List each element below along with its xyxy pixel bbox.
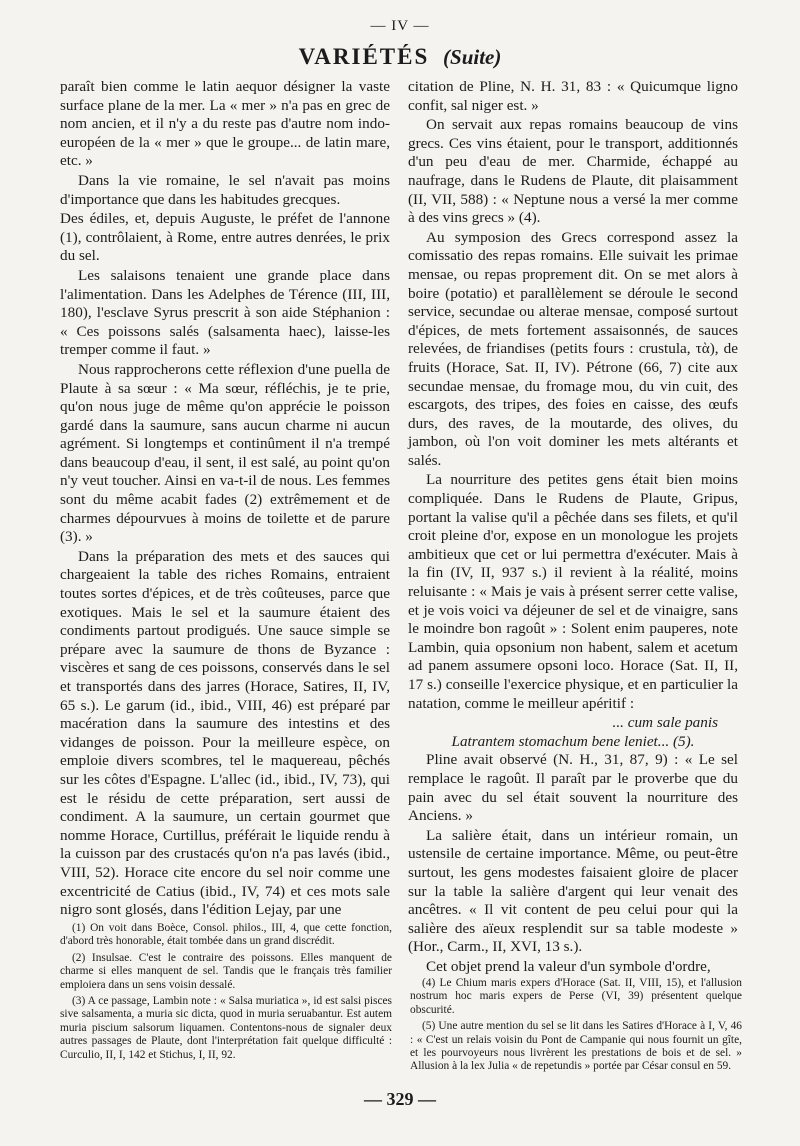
page-number: — 329 — [364,1089,436,1109]
paragraph: Au symposion des Grecs correspond assez la comissatio des repas romains. Elle suivait les primae mensae, ou repas proprement dit. On se met alors à boire (potatio) et parallèlement se déroule le second service, secundae ou alterae mensae, composé surtout d'épices, de mets fortement assaisonnés, de sauces relevées, de friandises (petits fours : crustula, τὰ), de fruits (Horace, Sat. II, IV). Pétrone (66, 7) cite aux secundae mensae, du fromage mou, du vin cuit, des escargots, des tripes, des foies en caisse, des œufs durs, des raves, de la moutarde, des olives, du jambon, où l'on voit dominer les mets altérants et salés. [408,228,738,469]
paragraph: citation de Pline, N. H. 31, 83 : « Quicumque ligno confit, sal niger est. » [408,78,738,114]
paragraph: Nous rapprocherons cette réflexion d'une puella de Plaute à sa sœur : « Ma sœur, réfléchis, je te prie, qu'on nous juge de même qu'on apprécie le poisson gardé dans la saumure, sans aucun charme ni aucun agrément. Si longtemps et continûment il n'a trempé dans beaucoup d'eau, il sent, il est salé, au point qu'on n'y veut toucher. Ainsi en va-t-il de nous. Les femmes sont du même acabit fades (2) extrêmement et de charmes dépourvues à moins de toilette et de parure (3). » [60,360,390,546]
right-column [408,78,738,978]
paragraph: On servait aux repas romains beaucoup de vins grecs. Ces vins étaient, pour le transport, additionnés d'un peu d'eau de mer. Charmide, échappé au naufrage, dans le Rudens de Plaute, dit plaisamment (II, VII, 588) : « Neptune nous a versé la mer comme à des vins grecs » (4). [408,116,738,227]
footnote: (5) Une autre mention du sel se lit dans les Satires d'Horace à I, V, 46 : « C'est un relais voisin du Pont de Campanie qui nous fournit un gîte, et les pourvoyeurs nous livrèrent les prestations de bois et de sel. » Allusion à la lex Julia « de repetundis » portée par César consul en 59. [410,1020,742,1073]
footnotes-left [60,922,392,1065]
title-subtitle: (Suite) [443,45,502,69]
page-title [0,44,800,70]
paragraph: Pline avait observé (N. H., 31, 87, 9) : « Le sel remplace le ragoût. Il paraît par le proverbe que du pain avec du sel était souvent la nourriture des Anciens. » [408,751,738,825]
verse-line: ... cum sale panis [612,714,718,732]
paragraph: Dans la préparation des mets et des sauces qui chargeaient la table des riches Romains, entraient toutes sortes d'épices, et de très coûteuses, parce que exotiques. Mais le sel et la saumure étaient des condiments partout prodigués. Une sauce simple se prépare avec la saumure de thons de Byzance : viscères et sang de ces poissons, conservés dans le sel et transportés dans des jarres (Horace, Satires, II, IV, 65 s.). Le garum (id., ibid., VIII, 46) est préparé par macération dans la saumure des intestins et des vidanges de poisson. Pour la meilleure espèce, on emploie divers scombres, tel le maquereau, pêchés sur les côtes d'Espagne. L'allec (id., ibid., IV, 73), qui est le résidu de cette préparation, sert aussi de condiment. A la saumure, un certain gourmet que nomme Horace, Curtillus, préférait le liquide rendu à la cuisson par des crustacés qu'on n'a pas lavés (ibid., VIII, 52). Horace cite encore du sel noir comme une excentricité de Catius (ibid., IV, 74) et ces mots sale nigro sont glosés, dans l'édition Lejay, par une [60,547,390,919]
left-column [60,78,390,921]
paragraph: Dans la vie romaine, le sel n'avait pas moins d'importance que dans les habitudes grecques. [60,171,390,208]
footnote: (2) Insulsae. C'est le contraire des poissons. Elles manquent de charme si elles manquent de sel. Tandis que le français très familier emploiera dans un sens voisin dessalé. [60,951,392,991]
paragraph: Cet objet prend la valeur d'un symbole d'ordre, [426,957,711,975]
paragraph: La nourriture des petites gens était bien moins compliquée. Dans le Rudens de Plaute, Gripus, portant la valise qu'il a pêchée dans ses filets, et qu'il croit pleine d'or, expose en un monologue les projets ambitieux que cet or lui permettra d'exécuter. Mais à la fin (IV, II, 937 s.) il revient à la réalité, moins reluisante : « Mais je vais à présent serrer cette valise, et je vois voici va déjeuner de sel et de vinaigre, sans le moindre bon ragoût » : Solent enim pauperes, note Lambin, quia opsonium non habent, salem et acetum ad panem assumere opsoni loco. Horace (Sat. II, II, 17 s.) conseille l'exercice physique, et en particulier la natation, comme le meilleur apéritif : [408,471,738,712]
paragraph: Des édiles, et, depuis Auguste, le préfet de l'annone (1), contrôlaient, à Rome, entre autres denrées, le prix du sel. [60,210,390,265]
footnote: (1) On voit dans Boèce, Consol. philos., III, 4, que cette fonction, d'abord très honorable, était tombée dans un grand discrédit. [60,922,392,948]
section-number: — IV — [370,18,430,34]
title-text: VARIÉTÉS [298,44,430,69]
paragraph: Les salaisons tenaient une grande place dans l'alimentation. Dans les Adelphes de Térence (III, III, 180), l'esclave Syrus prescrit à son aide Stéphanion : « Ces poissons salés (salsamenta haec), laisse-les tremper comme il faut. » [60,266,390,359]
verse-line: Latrantem stomachum bene leniet... (5). [451,732,695,750]
paragraph: paraît bien comme le latin aequor désigner la vaste surface plane de la mer. La « mer » n'a pas en grec de nom ancien, et il n'y a du reste pas d'autre nom indo-européen de la « mer » que le groupe... de latin mare, etc. » [60,78,390,170]
footnote: (3) A ce passage, Lambin note : « Salsa muriatica », id est salsi pisces sive salsamenta, a muria sic dicta, quod in muria seruabantur. Est autem muria piscium salsorum liquamen. Contentons-nous de signaler deux autres passages de Plaute, dont l'interprétation fait quelque difficulté : Curculio, II, I, 142 et Stichus, I, II, 92. [60,995,392,1061]
footnote: (4) Le Chium maris expers d'Horace (Sat. II, VIII, 15), et l'allusion nostrum hoc maris expers de Perse (VI, 39) présentent quelque obscurité. [410,977,742,1016]
footnotes-right [410,977,742,1077]
paragraph: La salière était, dans un intérieur romain, un ustensile de certaine importance. Même, ou peut-être surtout, les gens modestes faisaient gloire de placer sur la table la salière d'argent qui leur venait des ancêtres. « Il vit content de peu celui pour qui la salière des aïeux resplendit sur sa table modeste » (Hor., Carm., II, XVI, 13 s.). [408,826,738,956]
